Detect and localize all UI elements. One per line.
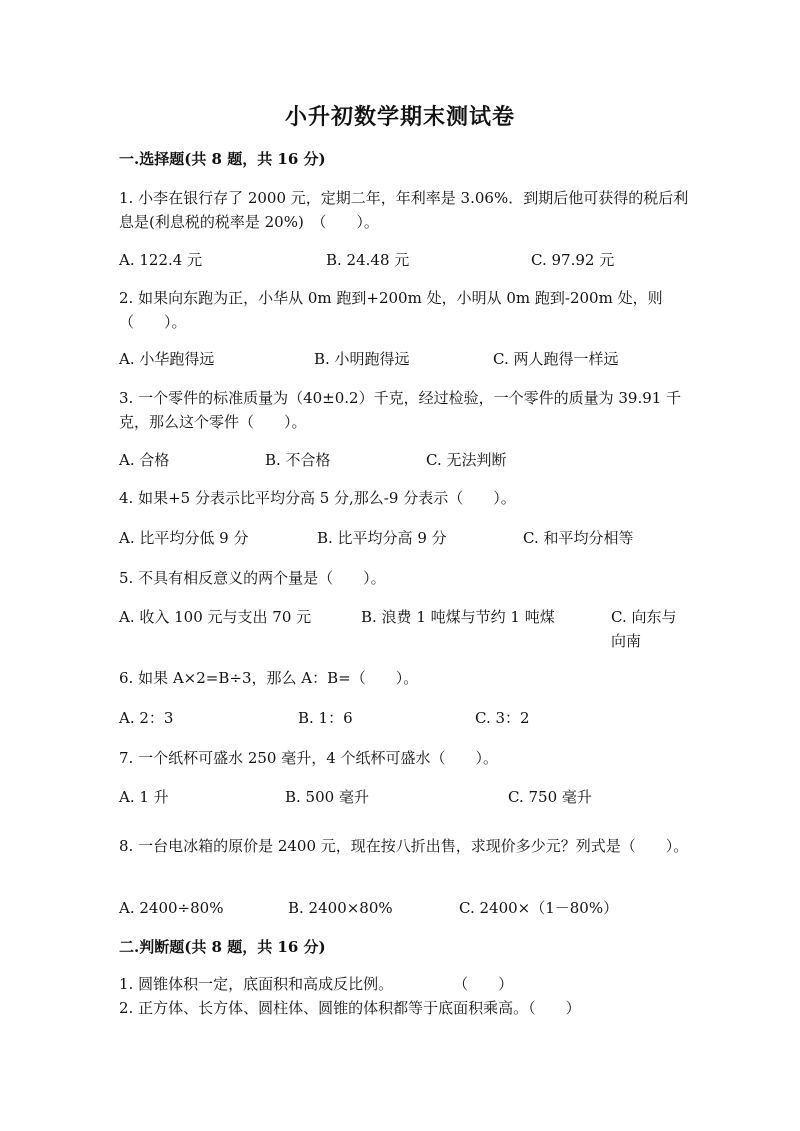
- option-a[interactable]: A. 合格: [119, 451, 170, 469]
- option-b[interactable]: B. 2400×80%: [288, 899, 393, 917]
- judgment-1: 1. 圆锥体积一定，底面积和高成反比例。 （ ）: [119, 975, 514, 993]
- question-2: 2. 如果向东跑为正，小华从 0m 跑到+200m 处，小明从 0m 跑到-200m 处，则（ ）。: [119, 289, 663, 331]
- option-c[interactable]: C. 两人跑得一样远: [493, 350, 619, 368]
- option-a[interactable]: A. 122.4 元: [119, 251, 203, 269]
- option-c[interactable]: C. 向东与向南: [611, 608, 677, 650]
- option-b[interactable]: B. 小明跑得远: [314, 350, 410, 368]
- question-6: 6. 如果 A×2=B÷3，那么 A：B=（ ）。: [119, 669, 419, 687]
- question-8: 8. 一台电冰箱的原价是 2400 元，现在按八折出售，求现价多少元？列式是（ ）。: [119, 837, 689, 855]
- option-b[interactable]: B. 浪费 1 吨煤与节约 1 吨煤: [361, 608, 555, 626]
- option-c[interactable]: C. 750 毫升: [508, 788, 592, 806]
- question-1: 1. 小李在银行存了 2000 元，定期二年，年利率是 3.06%．到期后他可获得的税后利息是(利息税的税率是 20%) （ ）。: [119, 189, 689, 231]
- judgment-2: 2. 正方体、长方体、圆柱体、圆锥的体积都等于底面积乘高。（ ）: [119, 999, 581, 1017]
- option-c[interactable]: C. 无法判断: [426, 451, 507, 469]
- question-4: 4. 如果+5 分表示比平均分高 5 分,那么-9 分表示（ ）。: [119, 489, 516, 507]
- option-a[interactable]: A. 1 升: [119, 788, 169, 806]
- option-a[interactable]: A. 收入 100 元与支出 70 元: [119, 608, 312, 626]
- option-b[interactable]: B. 比平均分高 9 分: [317, 529, 447, 547]
- option-c[interactable]: C. 2400×（1－80%）: [459, 899, 619, 917]
- option-a[interactable]: A. 2：3: [119, 709, 174, 727]
- option-c[interactable]: C. 97.92 元: [531, 251, 615, 269]
- option-c[interactable]: C. 和平均分相等: [523, 529, 634, 547]
- option-a[interactable]: A. 比平均分低 9 分: [119, 529, 249, 547]
- question-3: 3. 一个零件的标准质量为（40±0.2）千克，经过检验，一个零件的质量为 39.91 千克，那么这个零件（ ）。: [119, 389, 682, 431]
- option-b[interactable]: B. 500 毫升: [285, 788, 369, 806]
- option-c[interactable]: C. 3：2: [475, 709, 530, 727]
- question-5: 5. 不具有相反意义的两个量是（ ）。: [119, 569, 386, 587]
- option-a[interactable]: A. 2400÷80%: [119, 899, 224, 917]
- option-a[interactable]: A. 小华跑得远: [119, 350, 215, 368]
- section-heading-choice: 一.选择题(共 8 题，共 16 分): [119, 150, 326, 168]
- option-b[interactable]: B. 不合格: [265, 451, 331, 469]
- question-7: 7. 一个纸杯可盛水 250 毫升，4 个纸杯可盛水（ ）。: [119, 749, 499, 767]
- option-b[interactable]: B. 24.48 元: [326, 251, 410, 269]
- section-heading-judgment: 二.判断题(共 8 题，共 16 分): [119, 938, 326, 956]
- page-title: 小升初数学期末测试卷: [284, 104, 515, 130]
- option-b[interactable]: B. 1：6: [298, 709, 353, 727]
